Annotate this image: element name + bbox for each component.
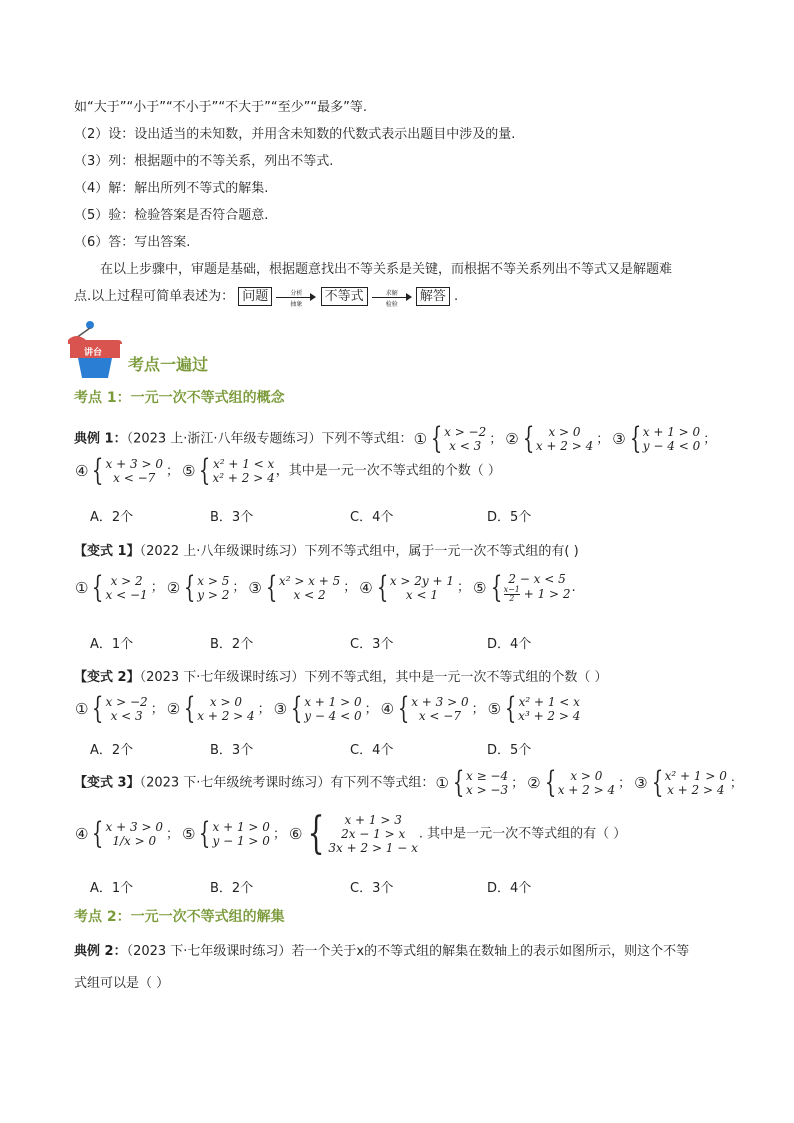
v2-system-1 <box>75 691 148 726</box>
brace-icon: { <box>452 765 465 800</box>
system-number: ② <box>505 430 519 448</box>
v1-option-b[interactable]: B．2个 <box>210 637 254 652</box>
inequality-row: x + 3 > 0 <box>105 820 163 834</box>
brace-icon: { <box>92 569 104 605</box>
inequality-row: 3x + 2 > 1 − x <box>328 841 418 855</box>
inequality-row: x < 2 <box>293 587 326 602</box>
system-number: ③ <box>634 774 648 792</box>
system-number: ③ <box>248 578 262 597</box>
v1-option-d[interactable]: D．4个 <box>487 637 532 652</box>
v3b-system-3 <box>288 808 418 859</box>
system-number: ④ <box>359 578 373 597</box>
intro-paragraph-2 <box>74 285 458 306</box>
ex1-system-1 <box>413 421 487 456</box>
inequality-row: y − 4 < 0 <box>304 709 362 723</box>
flow-box-inequality: 不等式 <box>321 287 368 306</box>
v2-line1 <box>74 666 608 685</box>
brace-icon: { <box>376 569 389 605</box>
inequality-row: x < 1 <box>405 587 438 602</box>
inequality-row: x > 0 <box>548 425 581 439</box>
brace-icon: { <box>651 765 663 800</box>
inequality-row: x² + 1 > 0 <box>664 769 727 783</box>
flow-arrow-2-bottom: 检验 <box>385 300 398 308</box>
ex1b-system-2 <box>181 453 275 488</box>
separator: ； <box>729 775 743 791</box>
step-6: （6）答：写出答案. <box>74 235 191 250</box>
system-number: ① <box>413 430 428 448</box>
brace-icon: { <box>629 421 641 456</box>
inequality-row: x + 2 > 4 <box>667 783 725 797</box>
ex2-line1 <box>74 940 689 959</box>
ex2-label: 典例 2： <box>74 944 127 959</box>
brace-icon: { <box>92 691 104 726</box>
ex1-option-c[interactable]: C．4个 <box>350 510 394 525</box>
v3b-system-2 <box>181 816 270 851</box>
brace-icon: { <box>183 691 196 726</box>
separator: ； <box>596 431 610 447</box>
separator: ； <box>703 431 717 447</box>
ex2-text: （2023 下·七年级课时练习）若一个关于x的不等式组的解集在数轴上的表示如图所示，则这个不等 <box>126 944 690 959</box>
kp2-heading: 考点 2：一元一次不等式组的解集 <box>74 909 285 925</box>
separator: ； <box>343 580 357 595</box>
v3-option-d[interactable]: D．4个 <box>487 881 532 896</box>
flow-arrow-1-bottom: 抽象 <box>290 300 303 308</box>
inequality-row: x + 2 > 4 <box>197 709 255 723</box>
brace-icon: { <box>490 569 502 605</box>
intro-paragraph-2-prefix: 点.以上过程可简单表述为： <box>74 289 235 304</box>
v2-option-d[interactable]: D．5个 <box>487 743 532 758</box>
ex1b-system-1 <box>75 453 163 488</box>
ex1-tail: ，其中是一元一次不等式组的个数（ ） <box>275 463 501 479</box>
inequality-row: x + 1 > 0 <box>304 695 362 709</box>
system-number: ⑤ <box>487 700 502 718</box>
v2-system-3 <box>273 691 362 726</box>
brace-icon: { <box>265 569 278 605</box>
separator: ； <box>150 701 164 717</box>
fraction: $\frac{x-1}{2}$ <box>503 585 520 603</box>
separator: ； <box>489 431 503 447</box>
v3b-system-1 <box>75 816 163 851</box>
inequality-row: x < 3 <box>110 709 143 723</box>
v2-system-4 <box>380 691 469 726</box>
inequality-row: x > 2y + 1 <box>389 573 455 588</box>
flow-arrow-2-top: 求解 <box>385 289 398 297</box>
v1-line1 <box>74 540 579 559</box>
brace-icon: { <box>290 691 303 726</box>
brace-icon: { <box>430 421 443 456</box>
v2-system-5 <box>487 691 581 726</box>
flow-box-problem: 问题 <box>238 287 272 306</box>
inequality-row: x² + 2 > 4 <box>212 471 275 485</box>
ex1-label: 典例 1： <box>74 431 127 447</box>
v1-system-4 <box>359 569 455 605</box>
v2-text: （2023 下·七年级课时练习）下列不等式组，其中是一元一次不等式组的个数（ ） <box>139 670 608 685</box>
inequality-row: x ≥ −4 <box>465 769 509 783</box>
system-number: ① <box>75 578 89 597</box>
inequality-row: x + 1 > 3 <box>344 813 402 827</box>
flow-arrow-2 <box>372 289 412 308</box>
separator: ； <box>257 701 271 717</box>
system-number: ④ <box>75 462 89 480</box>
brace-icon: { <box>522 421 534 456</box>
brace-icon: { <box>92 453 104 488</box>
v2-option-c[interactable]: C．4个 <box>350 743 394 758</box>
step-5: （5）验：检验答案是否符合题意. <box>74 208 269 223</box>
flow-end: . <box>454 289 459 304</box>
system-number: ⑥ <box>288 825 303 843</box>
separator: ； <box>165 826 179 842</box>
v3-line2 <box>74 808 627 859</box>
flow-arrow-1-top: 分析 <box>290 289 303 297</box>
inequality-row: x + 3 > 0 <box>105 457 163 471</box>
brace-icon: { <box>199 816 211 851</box>
inequality-row: x + 2 > 4 <box>535 439 594 453</box>
ex2-line2: 式组可以是（ ） <box>74 976 170 991</box>
inequality-row: y > 2 <box>197 587 230 602</box>
v3-line1 <box>74 765 745 800</box>
inequality-row: $\frac{x-1}{2}$ + 1 > 2 <box>503 585 571 603</box>
intro-line1: 如“大于”“小于”“不小于”“不大于”“至少”“最多”等. <box>74 100 367 115</box>
v3-text: （2023 下·七年级统考课时练习）有下列不等式组： <box>139 775 435 791</box>
v3-label: 【变式 3】 <box>74 775 140 791</box>
section-title: 考点一遍过 <box>128 355 209 374</box>
ex1-option-d[interactable]: D．5个 <box>487 510 532 525</box>
brace-icon: { <box>544 765 556 800</box>
system-number: ③ <box>612 430 626 448</box>
v3-tail: . 其中是一元一次不等式组的有（ ） <box>418 826 627 842</box>
inequality-row: x + 1 > 0 <box>212 820 270 834</box>
v3-option-a[interactable]: A．1个 <box>90 881 134 896</box>
ex1-line1 <box>74 421 718 456</box>
ex1-line2 <box>74 453 501 488</box>
brace-icon: { <box>92 816 104 851</box>
system-number: ③ <box>273 700 288 718</box>
inequality-row: x < −1 <box>105 587 148 602</box>
brace-icon: { <box>397 691 410 726</box>
inequality-row: x > 2 <box>110 573 143 588</box>
brace-icon: { <box>308 808 325 859</box>
separator: ； <box>471 701 485 717</box>
inequality-row: x < −7 <box>418 709 461 723</box>
inequality-row: x + 2 > 4 <box>557 783 616 797</box>
flow-arrow-1 <box>276 289 316 308</box>
inequality-row: x² > x + 5 <box>278 573 341 588</box>
podium-badge-text: 讲台 <box>84 348 103 358</box>
system-number: ② <box>527 774 541 792</box>
v2-systems <box>74 691 581 726</box>
separator: ； <box>150 580 164 595</box>
inequality-row: y − 4 < 0 <box>642 439 701 453</box>
inequality-row: x > −2 <box>444 425 487 439</box>
podium-icon <box>64 318 128 380</box>
system-number: ⑤ <box>181 825 196 843</box>
separator: ； <box>511 775 525 791</box>
separator: ； <box>232 580 246 595</box>
system-number: ⑤ <box>181 462 196 480</box>
brace-icon: { <box>504 691 517 726</box>
flow-box-answer: 解答 <box>416 287 450 306</box>
system-number: ④ <box>75 825 89 843</box>
v2-option-b[interactable]: B．3个 <box>210 743 254 758</box>
system-number: ② <box>166 578 181 597</box>
inequality-row: x > −3 <box>465 783 509 797</box>
step-3: （3）列：根据题中的不等关系，列出不等式. <box>74 154 334 169</box>
v2-system-2 <box>166 691 255 726</box>
v1-option-c[interactable]: C．3个 <box>350 637 394 652</box>
v1-systems <box>74 569 576 605</box>
v2-label: 【变式 2】 <box>74 670 140 685</box>
intro-paragraph-1: 在以上步骤中，审题是基础，根据题意找出不等关系是关键，而根据不等关系列出不等式又是解题难 <box>100 262 673 277</box>
inequality-row: 2 − x < 5 <box>508 572 566 586</box>
v3a-system-2 <box>527 765 616 800</box>
v2-option-a[interactable]: A．2个 <box>90 743 134 758</box>
v1-system-2 <box>166 569 230 605</box>
kp1-heading: 考点 1：一元一次不等式组的概念 <box>74 390 285 406</box>
v3-option-c[interactable]: C．3个 <box>350 881 394 896</box>
inequality-row: x < −7 <box>113 471 156 485</box>
ex1-system-3 <box>612 421 701 456</box>
inequality-row: x > 5 <box>197 573 230 588</box>
system-number: ④ <box>380 700 395 718</box>
v3a-system-3 <box>634 765 727 800</box>
inequality-row: x³ + 2 > 4 <box>518 709 581 723</box>
v1-end: . <box>571 580 576 595</box>
v1-system-5 <box>473 569 571 605</box>
ex1-source: （2023 上·浙江·八年级专题练习）下列不等式组： <box>126 431 413 447</box>
ex1-option-b[interactable]: B．3个 <box>210 510 254 525</box>
v1-system-3 <box>248 569 341 605</box>
v3a-system-1 <box>435 765 509 800</box>
separator: ； <box>165 463 179 479</box>
inequality-row: x² + 1 < x <box>212 457 275 471</box>
separator: ； <box>457 580 471 595</box>
system-number: ① <box>435 774 449 792</box>
separator: ； <box>364 701 378 717</box>
v1-system-1 <box>75 569 148 605</box>
inequality-row: x < 3 <box>449 439 482 453</box>
inequality-row: 1/x > 0 <box>112 834 157 848</box>
inequality-row: x + 3 > 0 <box>411 695 469 709</box>
brace-icon: { <box>183 569 196 605</box>
v1-label: 【变式 1】 <box>74 544 140 559</box>
system-number: ⑤ <box>473 578 487 597</box>
inequality-row: x > −2 <box>105 695 148 709</box>
ex1-system-2 <box>505 421 594 456</box>
system-number: ② <box>166 700 181 718</box>
v1-option-a[interactable]: A．1个 <box>90 637 134 652</box>
inequality-row: x² + 1 < x <box>518 695 580 709</box>
inequality-row: x > 0 <box>209 695 242 709</box>
v3-option-b[interactable]: B．2个 <box>210 881 254 896</box>
inequality-row: x > 0 <box>570 769 603 783</box>
v1-text: （2022 上·八年级课时练习）下列不等式组中，属于一元一次不等式组的有( ) <box>139 544 579 559</box>
inequality-row: y − 1 > 0 <box>212 834 270 848</box>
inequality-row: 2x − 1 > x <box>341 827 406 841</box>
ex1-option-a[interactable]: A．2个 <box>90 510 134 525</box>
step-2: （2）设：设出适当的未知数，并用含未知数的代数式表示出题目中涉及的量. <box>74 127 516 142</box>
step-4: （4）解：解出所列不等式的解集. <box>74 181 269 196</box>
system-number: ① <box>75 700 89 718</box>
separator: ； <box>618 775 632 791</box>
separator: ； <box>272 826 286 842</box>
brace-icon: { <box>199 453 211 488</box>
inequality-row: x + 1 > 0 <box>642 425 701 439</box>
